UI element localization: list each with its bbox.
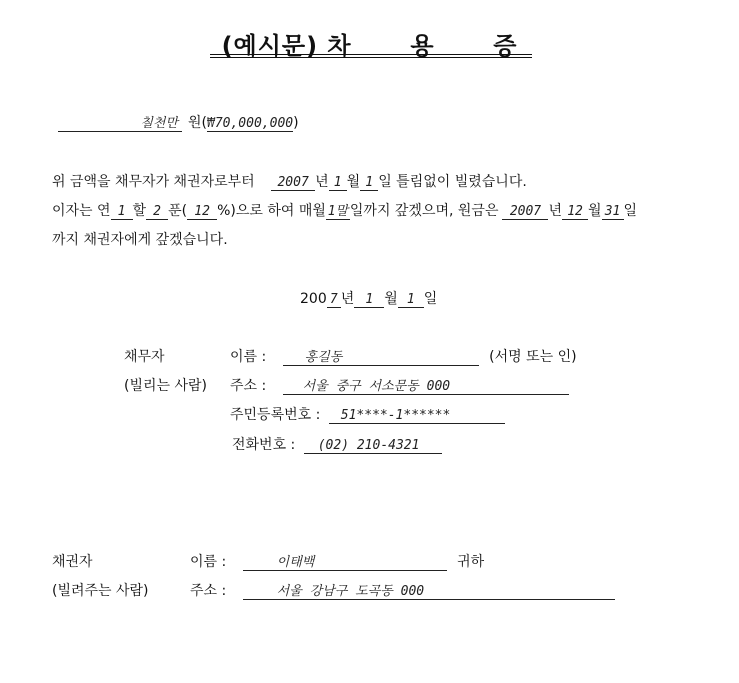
title-char-2: 용 (410, 32, 435, 60)
creditor-honorific: 귀하 (457, 554, 485, 570)
title-char-3: 증 (493, 32, 518, 60)
interest-percent: 12 (187, 204, 217, 220)
body-line-3: 까지 채권자에게 갚겠습니다. (52, 232, 228, 248)
debtor-rrn: 51****-1****** (329, 408, 505, 424)
due-year: 2007 (502, 204, 548, 220)
amount-figure: ₩70,000,000 (207, 116, 294, 131)
interest-won: 1 (111, 204, 133, 220)
interest-text-a: 이자는 연 (52, 203, 111, 219)
borrow-month-label: 월 (346, 174, 361, 190)
interest-bun: 2 (146, 204, 168, 220)
debtor-role: 채무자 (124, 349, 165, 365)
date-month: 1 (354, 292, 384, 308)
interest-text-c: 푼( (168, 203, 188, 219)
creditor-address-row (190, 580, 615, 600)
debtor-role-sub: (빌리는 사람) (124, 378, 207, 394)
due-month-label: 월 (588, 203, 602, 219)
due-month: 12 (562, 204, 588, 220)
debtor-name-row (230, 346, 577, 366)
creditor-address-label: 주소 : (190, 583, 227, 599)
interest-text-d: %)으로 하여 매월 (217, 203, 326, 219)
date-year-label: 년 (340, 291, 355, 307)
creditor-name-row (190, 551, 484, 571)
date-day: 1 (398, 292, 424, 308)
debtor-phone-label: 전화번호 : (232, 437, 296, 453)
creditor-role: 채권자 (52, 554, 93, 570)
amount-close: ) (293, 115, 299, 131)
date-month-label: 월 (384, 291, 398, 307)
debtor-sign-note: (서명 또는 인) (489, 349, 577, 365)
principal-text: 일까지 갚겠으며, 원금은 (349, 203, 499, 219)
borrow-year-label: 년 (315, 174, 329, 190)
borrow-text: 위 금액을 채무자가 채권자로부터 (52, 174, 255, 190)
creditor-name-label: 이름 : (190, 554, 227, 570)
date-year: 7 (327, 292, 341, 308)
borrow-confirm-text: 일 틀림없이 빌렸습니다. (378, 174, 527, 190)
monthly-pay-day: 1말 (326, 200, 350, 220)
amount-line (58, 112, 299, 132)
amount-korean: 칠천만 (58, 112, 182, 132)
title-underline-bottom (210, 57, 532, 58)
title-underline-top (210, 54, 532, 55)
body-line-2 (52, 200, 637, 220)
date-day-label: 일 (423, 291, 438, 307)
due-day: 31 (602, 204, 624, 220)
debtor-name: 홍길동 (283, 346, 479, 366)
borrow-day: 1 (360, 175, 378, 191)
document-title (0, 26, 739, 61)
creditor-address: 서울 강남구 도곡동 000 (243, 580, 615, 600)
due-year-label: 년 (548, 203, 563, 219)
title-char-1: 차 (327, 32, 352, 60)
borrow-year: 2007 (271, 175, 315, 191)
creditor-name: 이태백 (243, 551, 447, 571)
debtor-phone: (02) 210-4321 (304, 438, 442, 454)
interest-text-b: 할 (132, 203, 147, 219)
title-prefix: (예시문) (221, 32, 319, 60)
creditor-role-sub: (빌려주는 사람) (52, 583, 149, 599)
debtor-phone-row (232, 434, 442, 454)
debtor-address-row (230, 375, 569, 395)
date-prefix: 200 (300, 291, 327, 307)
due-day-label: 일 (623, 203, 638, 219)
amount-won-label: 원( (188, 115, 207, 131)
document-date (300, 288, 437, 308)
debtor-address-label: 주소 : (230, 378, 267, 394)
debtor-rrn-label: 주민등록번호 : (230, 407, 321, 423)
body-line-1 (52, 171, 527, 191)
borrow-month: 1 (329, 175, 347, 191)
debtor-name-label: 이름 : (230, 349, 267, 365)
debtor-rrn-row (230, 404, 505, 424)
debtor-address: 서울 중구 서소문동 000 (283, 375, 569, 395)
